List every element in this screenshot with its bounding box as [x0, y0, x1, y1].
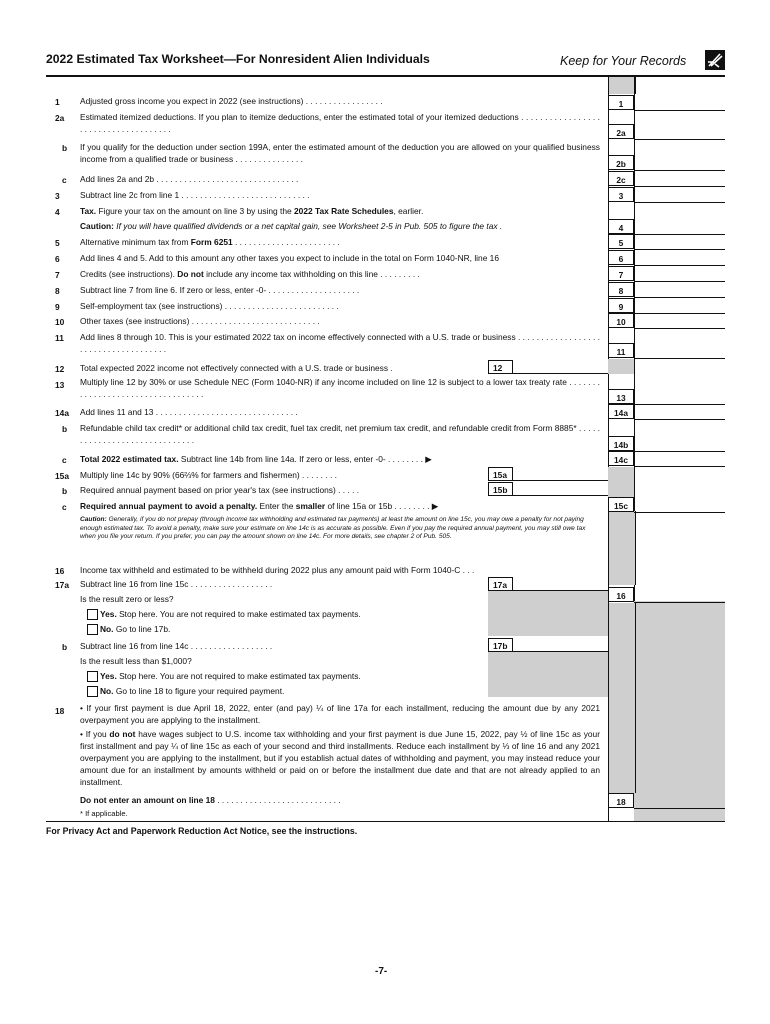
- line-14c-num: c: [62, 455, 67, 465]
- line-14c-label: Total 2022 estimated tax.: [80, 454, 179, 464]
- line-14a-text: Add lines 11 and 13 . . . . . . . . . . . . . . . . . . . . . . . . . . . . . . .: [80, 407, 298, 417]
- line-5-num: 5: [55, 238, 60, 248]
- line-18-p3-label: Do not enter an amount on line 18: [80, 795, 215, 805]
- line-2c-answer[interactable]: [634, 186, 725, 187]
- caution-15-text: Generally, if you do not prepay (through income tax withholding and estimated tax payments) at least the amount on line 15c, you may owe a penalty for not paying enough estimated tax. To avoid a penalty, make sure your estimate on line 14c is as accurate as possible. Even if you pay the required annual payment, you may still owe tax when you file your return. If you prefer, you can pay the amount shown on line 14c. For more details, see chapter 2 of Pub. 505.: [80, 516, 586, 541]
- line-15b-box: 15b: [488, 482, 513, 496]
- line-17a-no: [100, 623, 170, 635]
- line-14c-body: Subtract line 14b from line 14a. If zero or less, enter -0- . . . . . . . . ▶: [178, 454, 432, 464]
- line-14c-answer[interactable]: [634, 466, 725, 467]
- line-15c-b: of line 15a or 15b . . . . . . . . ▶: [325, 501, 439, 511]
- line-15c-a: Enter the: [257, 501, 296, 511]
- line-1-num: 1: [55, 97, 60, 107]
- line-1-answer[interactable]: [634, 110, 725, 111]
- line-10-num: 10: [55, 317, 65, 327]
- line-2c-num: c: [62, 175, 67, 185]
- line-17b-yes-label: Yes.: [100, 671, 117, 681]
- line-18-note: * If applicable.: [80, 809, 128, 818]
- line-5-form: Form 6251: [190, 237, 233, 247]
- line-18-p2-b: do not: [109, 729, 136, 739]
- line-4-answer[interactable]: [634, 234, 725, 235]
- privacy-notice: For Privacy Act and Paperwork Reduction Act Notice, see the instructions.: [46, 826, 358, 836]
- line-17b-yes-text: Stop here. You are not required to make estimated tax payments.: [116, 671, 361, 681]
- line-13-box: 13: [608, 389, 634, 404]
- line-18-p3: [80, 794, 341, 806]
- line-17b-no-checkbox[interactable]: [87, 686, 98, 697]
- line-2a-num: 2a: [55, 113, 65, 123]
- line-15b-num: b: [62, 486, 68, 496]
- line-15c-num: c: [62, 502, 67, 512]
- records-icon: [705, 50, 725, 70]
- page-number: -7-: [375, 966, 388, 977]
- line-14c-text: [80, 453, 432, 465]
- line-18-p1: • If your first payment is due April 18, 2022, enter (and pay) ¼ of line 17a for each installment, reducing the amount due by any 2021 overpayment you are applying to the installment.: [80, 703, 600, 725]
- line-2a-box: 2a: [608, 124, 634, 139]
- line-7-c: include any income tax withholding on this line . . . . . . . . .: [203, 269, 420, 279]
- line-1-text: Adjusted gross income you expect in 2022 (see instructions) . . . . . . . . . . . . . . . . .: [80, 96, 383, 106]
- line-12-answer[interactable]: [513, 373, 608, 374]
- line-15a-answer[interactable]: [513, 480, 608, 481]
- line-9-num: 9: [55, 302, 60, 312]
- line-5-text: [80, 236, 340, 248]
- line-14b-answer[interactable]: [634, 451, 725, 452]
- line-7-b: Do not: [177, 269, 204, 279]
- line-4-tail: , earlier.: [393, 206, 424, 216]
- line-13-text: Multiply line 12 by 30% or use Schedule NEC (Form 1040-NR) if any income included on line 12 is subject to a lower tax treaty rate . . . . . . . . . . . . . . . . . . . . . . . . . . . . . . . . . .: [80, 377, 600, 399]
- line-16-text: Income tax withheld and estimated to be withheld during 2022 plus any amount paid with Form 1040-C . . .: [80, 565, 475, 575]
- line-9-answer[interactable]: [634, 313, 725, 314]
- line-16-num: 16: [55, 566, 65, 576]
- line-17a-text: Subtract line 16 from line 15c . . . . . . . . . . . . . . . . . .: [80, 579, 273, 589]
- line-15a-text: Multiply line 14c by 90% (66⅔% for farmers and fishermen) . . . . . . . .: [80, 470, 337, 480]
- line-6-num: 6: [55, 254, 60, 264]
- line-7-a: Credits (see instructions).: [80, 269, 178, 279]
- line-15c-text: [80, 500, 438, 512]
- line-12-num: 12: [55, 364, 65, 374]
- line-11-text: Add lines 8 through 10. This is your estimated 2022 tax on income effectively connected with a U.S. trade or business . . . . . . . . . . . . . . . . . . . . . . . . . . . . . . . . . . . . .: [80, 332, 600, 354]
- worksheet-title: 2022 Estimated Tax Worksheet—For Nonresident Alien Individuals: [46, 52, 430, 66]
- line-15a-box: 15a: [488, 467, 513, 481]
- line-8-answer[interactable]: [634, 297, 725, 298]
- line-4-caution-text: If you will have qualified dividends or a net capital gain, see Worksheet 2-5 in Pub. 505 to figure the tax .: [113, 221, 503, 231]
- line-12-text: Total expected 2022 income not effectively connected with a U.S. trade or business .: [80, 363, 393, 373]
- line-1-box: 1: [608, 95, 634, 110]
- line-17a-no-label: No.: [100, 624, 114, 634]
- line-4-schedules: 2022 Tax Rate Schedules: [294, 206, 394, 216]
- line-2c-box: 2c: [608, 171, 634, 186]
- line-17a-shade: [488, 591, 608, 636]
- line-18-p3-dots: . . . . . . . . . . . . . . . . . . . . . . . . . . .: [214, 795, 341, 805]
- caution-15-label: Caution:: [80, 516, 107, 523]
- line-17a-yes-checkbox[interactable]: [87, 609, 98, 620]
- line-7-num: 7: [55, 270, 60, 280]
- line-7-answer[interactable]: [634, 281, 725, 282]
- line-10-answer[interactable]: [634, 328, 725, 329]
- line-17a-no-checkbox[interactable]: [87, 624, 98, 635]
- line-13-num: 13: [55, 380, 65, 390]
- line-17b-no: [100, 685, 284, 697]
- line-9-box: 9: [608, 298, 634, 313]
- line-14b-text: Refundable child tax credit* or additional child tax credit, fuel tax credit, net premium tax credit, and refundable credit from Form 8885* . . . . . . . . . . . . . . . . . . . . . . . . . . . . . .: [80, 423, 600, 445]
- line-8-num: 8: [55, 286, 60, 296]
- line-11-answer[interactable]: [634, 358, 725, 359]
- line-3-answer[interactable]: [634, 202, 725, 203]
- line-14c-box: 14c: [608, 451, 634, 466]
- line-16-answer[interactable]: [634, 602, 725, 603]
- line-14a-box: 14a: [608, 404, 634, 419]
- line-15c-box: 15c: [608, 497, 634, 512]
- line-18-num: 18: [55, 706, 65, 716]
- line-6-answer[interactable]: [634, 265, 725, 266]
- line-8-text: Subtract line 7 from line 6. If zero or less, enter -0- . . . . . . . . . . . . . . . . . . . .: [80, 285, 360, 295]
- shade-col-15: [608, 511, 636, 585]
- line-5-dots: . . . . . . . . . . . . . . . . . . . . . . .: [232, 237, 340, 247]
- line-17a-num: 17a: [55, 580, 69, 590]
- line-5-answer[interactable]: [634, 249, 725, 250]
- line-18-answer[interactable]: [634, 808, 725, 809]
- line-10-box: 10: [608, 313, 634, 328]
- line-5-body: Alternative minimum tax from: [80, 237, 191, 247]
- line-14b-num: b: [62, 424, 68, 434]
- line-18-box: 18: [608, 793, 634, 808]
- line-15a-num: 15a: [55, 471, 69, 481]
- line-17a-yes-text: Stop here. You are not required to make estimated tax payments.: [116, 609, 361, 619]
- line-4-caution: [80, 220, 502, 232]
- line-4-num: 4: [55, 207, 60, 217]
- line-4-caution-label: Caution:: [80, 221, 114, 231]
- line-3-num: 3: [55, 191, 60, 201]
- bottom-rule: [46, 821, 725, 822]
- line-18-p2-c: have wages subject to U.S. income tax withholding and your first payment is due June 15, 2022, pay ½ of line 15c as your first installment and pay ¼ of line 15c as each of your second and third installments. Reduce each installment by ⅓ of line 16 and any 2021 overpayment you are applying to the installment, but if you establish actual dates of withholding and payment, you may instead reduce your amount due for an installment by amounts withheld or paid on or before the installment due date and that are not already applied to an installment.: [80, 729, 600, 787]
- line-18-p2: [80, 728, 600, 788]
- line-17b-num: b: [62, 642, 68, 652]
- line-17a-yes: [100, 608, 361, 620]
- line-2a-answer[interactable]: [634, 139, 725, 140]
- line-4-label: Tax.: [80, 206, 97, 216]
- line-8-box: 8: [608, 282, 634, 297]
- line-14a-num: 14a: [55, 408, 69, 418]
- line-9-text: Self-employment tax (see instructions) . . . . . . . . . . . . . . . . . . . . . . . . .: [80, 301, 339, 311]
- line-17b-yes: [100, 670, 361, 682]
- line-17b-no-label: No.: [100, 686, 114, 696]
- line-17a-box: 17a: [488, 577, 513, 591]
- line-17a-question: Is the result zero or less?: [80, 594, 174, 604]
- line-14b-box: 14b: [608, 436, 634, 451]
- line-18-p2-a: • If you: [80, 729, 110, 739]
- line-2c-text: Add lines 2a and 2b . . . . . . . . . . . . . . . . . . . . . . . . . . . . . . .: [80, 174, 299, 184]
- line-17b-shade: [488, 652, 608, 697]
- line-17a-no-text: Go to line 17b.: [113, 624, 171, 634]
- line-7-box: 7: [608, 266, 634, 281]
- line-15c-label: Required annual payment to avoid a penalty.: [80, 501, 258, 511]
- line-3-text: Subtract line 2c from line 1 . . . . . . . . . . . . . . . . . . . . . . . . . . . .: [80, 190, 310, 200]
- line-15ab-shade: [608, 467, 634, 497]
- line-4-box: 4: [608, 219, 634, 234]
- line-10-text: Other taxes (see instructions) . . . . . . . . . . . . . . . . . . . . . . . . . . . .: [80, 316, 320, 326]
- line-12-box: 12: [488, 360, 513, 374]
- shade-amount-col: [634, 601, 725, 821]
- line-15c-answer[interactable]: [634, 512, 725, 513]
- line-11-box: 11: [608, 343, 634, 358]
- line-16-box: 16: [608, 587, 634, 602]
- line-2b-text: If you qualify for the deduction under section 199A, enter the estimated amount of the deduction you are allowed on your qualified business income from a qualified trade or business . . . . . . . . . . . . . . .: [80, 142, 600, 164]
- line-15b-text: Required annual payment based on prior year's tax (see instructions) . . . . .: [80, 485, 360, 495]
- line-17b-no-text: Go to line 18 to figure your required payment.: [113, 686, 285, 696]
- line-13-answer[interactable]: [634, 404, 725, 405]
- line-2b-box: 2b: [608, 155, 634, 170]
- caution-15: [80, 516, 602, 542]
- line-11-num: 11: [55, 333, 64, 343]
- line-3-box: 3: [608, 187, 634, 202]
- line-5-box: 5: [608, 234, 634, 249]
- line-6-text: Add lines 4 and 5. Add to this amount any other taxes you expect to include in the total on Form 1040-NR, line 16: [80, 253, 500, 263]
- line-17b-question: Is the result less than $1,000?: [80, 656, 192, 666]
- line-15b-answer[interactable]: [513, 495, 608, 496]
- line-17b-text: Subtract line 16 from line 14c . . . . . . . . . . . . . . . . . .: [80, 641, 273, 651]
- shade-col-top: [608, 77, 636, 94]
- line-4-text: [80, 205, 423, 217]
- line-7-text: [80, 268, 420, 280]
- line-2b-answer[interactable]: [634, 170, 725, 171]
- line-17b-box: 17b: [488, 638, 513, 652]
- line-14a-answer[interactable]: [634, 419, 725, 420]
- shade-col-17: [608, 603, 636, 793]
- keep-for-records-label: Keep for Your Records: [560, 54, 687, 68]
- line-17a-yes-label: Yes.: [100, 609, 117, 619]
- line-17b-yes-checkbox[interactable]: [87, 671, 98, 682]
- line-4-body: Figure your tax on the amount on line 3 by using the: [96, 206, 295, 216]
- line-6-box: 6: [608, 250, 634, 265]
- line-15c-smaller: smaller: [295, 501, 326, 511]
- line-2a-text: Estimated itemized deductions. If you plan to itemize deductions, enter the estimated total of your itemized deductions . . . . . . . . . . . . . . . . . . . . . . . . . . . . . . . . . . . . .: [80, 112, 600, 134]
- line-12-shade: [608, 359, 634, 374]
- line-2b-num: b: [62, 143, 68, 153]
